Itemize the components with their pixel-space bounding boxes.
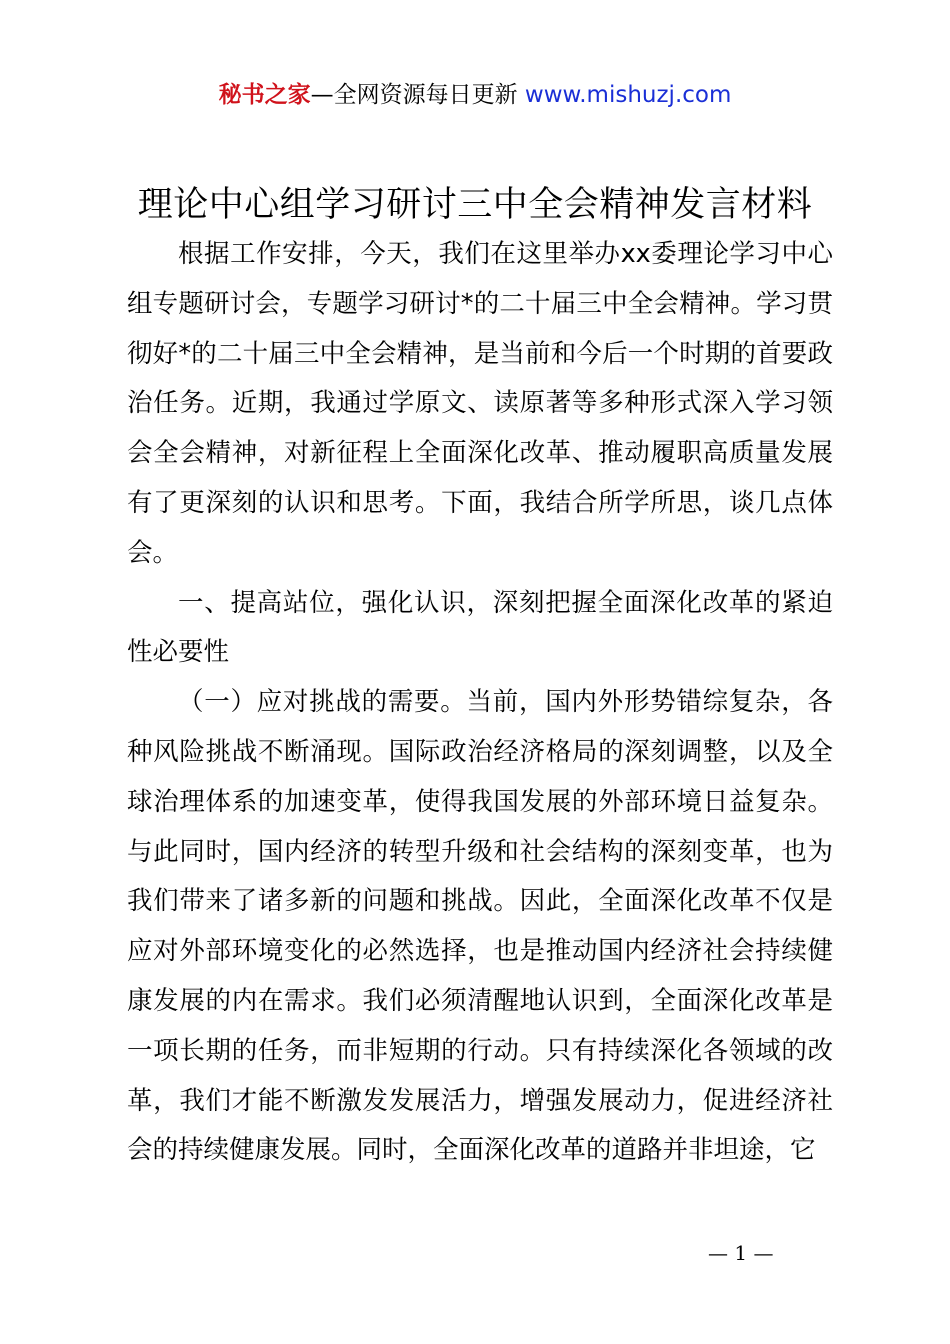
section-heading: 一、提高站位，强化认识，深刻把握全面深化改革的紧迫性必要性 [127,587,833,668]
paragraph-subsection-1: （一）应对挑战的需要。当前，国内外形势错综复杂，各种风险挑战不断涌现。国际政治经济格局的深刻调整，以及全球治理体系的加速变革，使得我国发展的外部环境日益复杂。与此同时，国内经济的转型升级和社会结构的深刻变革，也为我们带来了诸多新的问题和挑战。因此，全面深化改革不仅是应对外部环境变化的必然选择，也是推动国内经济社会持续健康发展的内在需求。我们必须清醒地认识到，全面深化改革是一项长期的任务，而非短期的行动。只有持续深化各领域的改革，我们才能不断激发发展活力，增强发展动力，促进经济社会的持续健康发展。同时，全面深化改革的道路并非坦途，它 [127,687,833,1166]
page-number: — 1 — [708,1241,774,1265]
header-slogan: —全网资源每日更新 [310,82,525,108]
paragraph-intro: 根据工作安排，今天，我们在这里举办xx委理论学习中心组专题研讨会，专题学习研讨*的二十届三中全会精神。学习贯彻好*的二十届三中全会精神，是当前和今后一个时期的首要政治任务。近期，我通过学原文、读原著等多种形式深入学习领会全会精神，对新征程上全面深化改革、推动履职高质量发展有了更深刻的认识和思考。下面，我结合所学所思，谈几点体会。 [127,239,833,568]
site-header [0,78,950,112]
brand-name: 秘书之家 [218,82,311,108]
site-url[interactable]: www.mishuzj.com [524,82,732,108]
document-title: 理论中心组学习研讨三中全会精神发言材料 [137,185,813,225]
document-body [127,230,833,1176]
